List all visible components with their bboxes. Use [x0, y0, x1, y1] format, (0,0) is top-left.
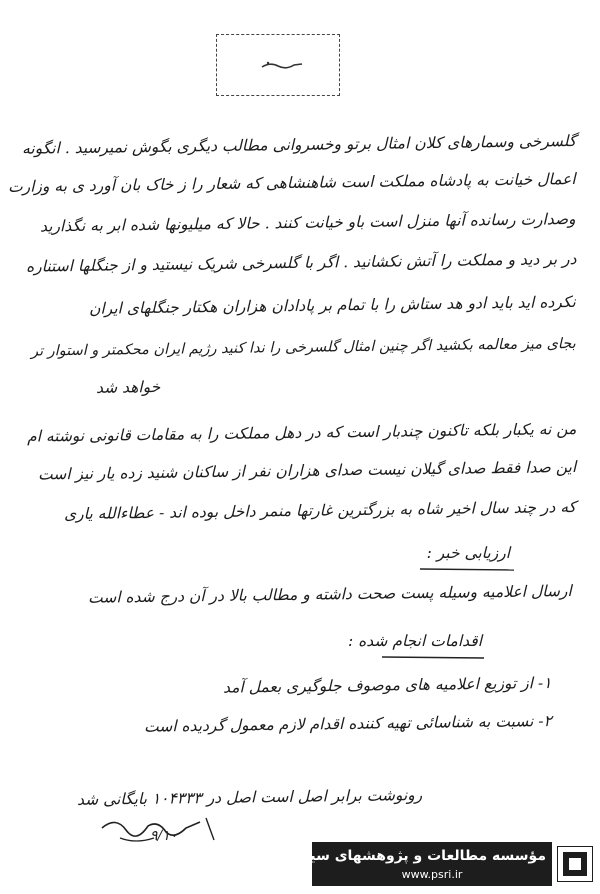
footer-url[interactable]: www.psri.ir [401, 868, 463, 881]
evaluation-heading: ارزیابی خبر : [426, 544, 510, 562]
letter-line-6: بجای میز معالمه بکشید اگر چنین امثال گلسرخی را ندا کنید رژیم ایران محکمتر و استوار تر [31, 336, 577, 360]
actions-heading: اقدامات انجام شده : [348, 632, 482, 650]
letter-line-1: گلسرخی وسمارهای کلان امثال برتو وخسروانی مطالب دیگری بگوش نمیرسید . انگونه [21, 132, 577, 158]
action-item-1: ۱- از توزیع اعلامیه های موصوف جلوگیری بعمل آمد [223, 674, 553, 697]
signature-date: ۹/۱۰ [150, 828, 178, 844]
letter-line-10: که در چند سال اخیر شاه به بزرگترین غارتها منمر داخل بوده اند - عطاءالله یاری [63, 498, 577, 524]
evaluation-heading-underline [418, 566, 516, 572]
letter-line-7: خواهد شد [95, 378, 161, 397]
certification-note: رونوشت برابر اصل است اصل در ۱۰۴۳۳۳ بایگانی شد [76, 786, 423, 809]
letter-line-3: وصدارت رسانده آنها منزل است باو خیانت کنند . حالا که میلیونها شده ابر به نگذارید [40, 210, 577, 236]
letter-line-2: اعمال خیانت به پادشاه مملکت است شاهنشاهی که شعار را ز خاک بان آورد ی به وزارت [8, 170, 577, 196]
actions-heading-underline [380, 654, 486, 660]
letter-line-9: این صدا فقط صدای گیلان نیست صدای هزاران نفر از ساکنان شنید زده یار نیز است [37, 458, 577, 484]
stamp-mark [260, 58, 304, 72]
letter-line-5: نکرده اید باید ادو هد ستاش را با تمام بر پادادان هزاران هکتار جنگلهای ایران [89, 293, 577, 318]
letter-line-4: در بر دید و مملکت را آتش نکشانید . اگر با گلسرخی شریک نیستید و از جنگلها استناره [25, 250, 577, 276]
footer-organization: مؤسسه مطالعات و پژوهشهای سیاسی [277, 848, 546, 864]
evaluation-text: ارسال اعلامیه وسیله پست صحت داشته و مطالب بالا در آن درج شده است [88, 582, 573, 607]
institute-logo [557, 846, 593, 882]
action-item-2: ۲- نسبت به شناسائی تهیه کننده اقدام لازم معمول گردیده است [144, 712, 553, 736]
letter-line-8: من نه یکبار بلکه تاکنون چندبار است که در دهل مملکت را به مقامات قانونی نوشته ام [26, 420, 577, 446]
